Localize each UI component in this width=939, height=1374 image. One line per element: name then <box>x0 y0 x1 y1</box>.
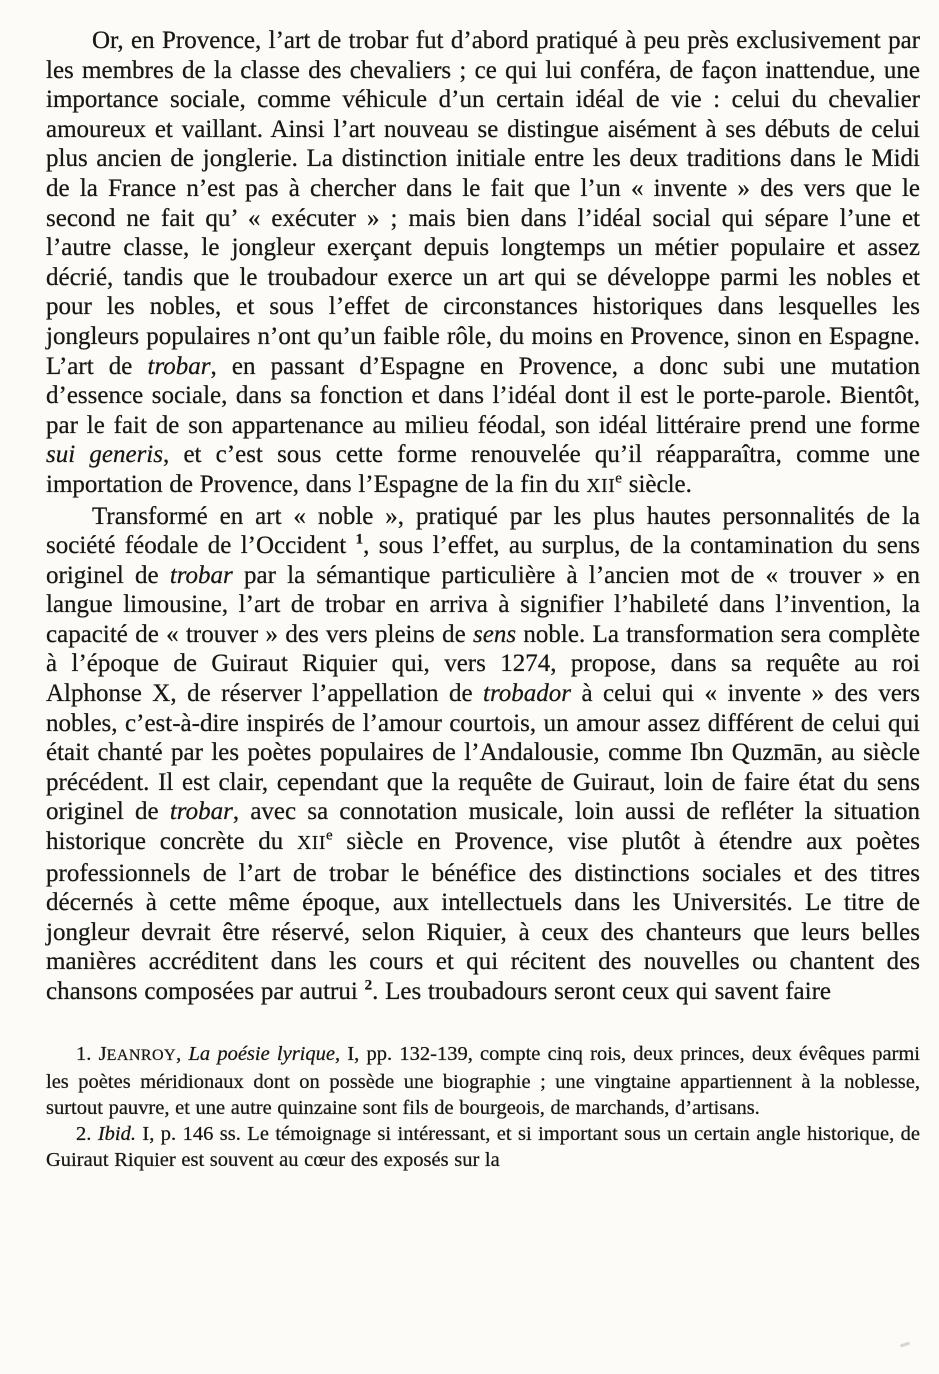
footnotes-section <box>46 1041 920 1173</box>
footnote-1: 1. JEANROY, La poésie lyrique, I, pp. 132-139, compte cinq rois, deux princes, deux évêques parmi les poètes méridionaux dont on possède une biographie ; une vingtaine appartiennent à la noblesse, surtout pauvre, et une autre quinzaine sont fils de bourgeois, de marchands, d’artisans. <box>46 1042 921 1119</box>
body-paragraph-2: Transformé en art « noble », pratiqué par les plus hautes personnalités de la société féodale de l’Occident $^1$, sous l’effet, au surplus, de la contamination du sens originel de trobar par la sémantique particulière à l’ancien mot de « trouver » en langue limousine, l’art de trobar en arriva à signifier l’habileté dans l’invention, la capacité de « trouver » des vers pleins de sens noble. La transformation sera complète à l’époque de Guiraut Riquier qui, vers 1274, propose, dans sa requête au roi Alphonse X, de réserver l’appellation de trobador à celui qui « invente » des vers nobles, c’est-à-dire inspirés de l’amour courtois, un amour assez différent de celui qui était chanté par les poètes populaires de l’Andalousie, comme Ibn Quzmān, au siècle précédent. Il est clair, cependant que la requête de Guiraut, loin de faire état du sens originel de trobar, avec sa connotation musicale, loin aussi de refléter la situation historique concrète du XIIe siècle en Provence, vise plutôt à étendre aux poètes professionnels de l’art de trobar le bénéfice des distinctions sociales et des titres décernés à cette même époque, aux intellectuels dans les Universités. Le titre de jongleur devrait être réservé, selon Riquier, à ceux des chanteurs que leurs belles manières accréditent dans les cours et qui récitent des nouvelles ou chantent des chansons composées par autrui $^2$. Les troubadours seront ceux qui savent faire <box>46 502 921 1005</box>
page-body <box>46 26 920 1007</box>
footnote-2: 2. Ibid. I, p. 146 ss. Le témoignage si intéressant, et si important sous un certain angle historique, de Guiraut Riquier est souvent au cœur des exposés sur la <box>46 1122 920 1171</box>
body-paragraph-1: Or, en Provence, l’art de trobar fut d’abord pratiqué à peu près exclusivement par les membres de la classe des chevaliers ; ce qui lui conféra, de façon inattendue, une importance sociale, comme véhicule d’un certain idéal de vie : celui du chevalier amoureux et vaillant. Ainsi l’art nouveau se distingue aisément à ses débuts de celui plus ancien de jonglerie. La distinction initiale entre les deux traditions dans le Midi de la France n’est pas à chercher dans le fait que l’un « invente » des vers que le second ne fait qu’ « exécuter » ; mais bien dans l’idéal social qui sépare l’une et l’autre classe, le jongleur exerçant depuis longtemps un métier populaire et assez décrié, tandis que le troubadour exerce un art qui se développe parmi les nobles et pour les nobles, et sous l’effet de circonstances historiques dans lesquelles les jongleurs populaires n’ont qu’un faible rôle, du moins en Provence, sinon en Espagne. L’art de trobar, en passant d’Espagne en Provence, a donc subi une mutation d’essence sociale, dans sa fonction et dans l’idéal dont il est le porte-parole. Bientôt, par le fait de son appartenance au milieu féodal, son idéal littéraire prend une forme sui generis, et c’est sous cette forme renouvelée qu’il réapparaîtra, comme une importation de Provence, dans l’Espagne de la fin du XIIe siècle. <box>46 27 920 498</box>
